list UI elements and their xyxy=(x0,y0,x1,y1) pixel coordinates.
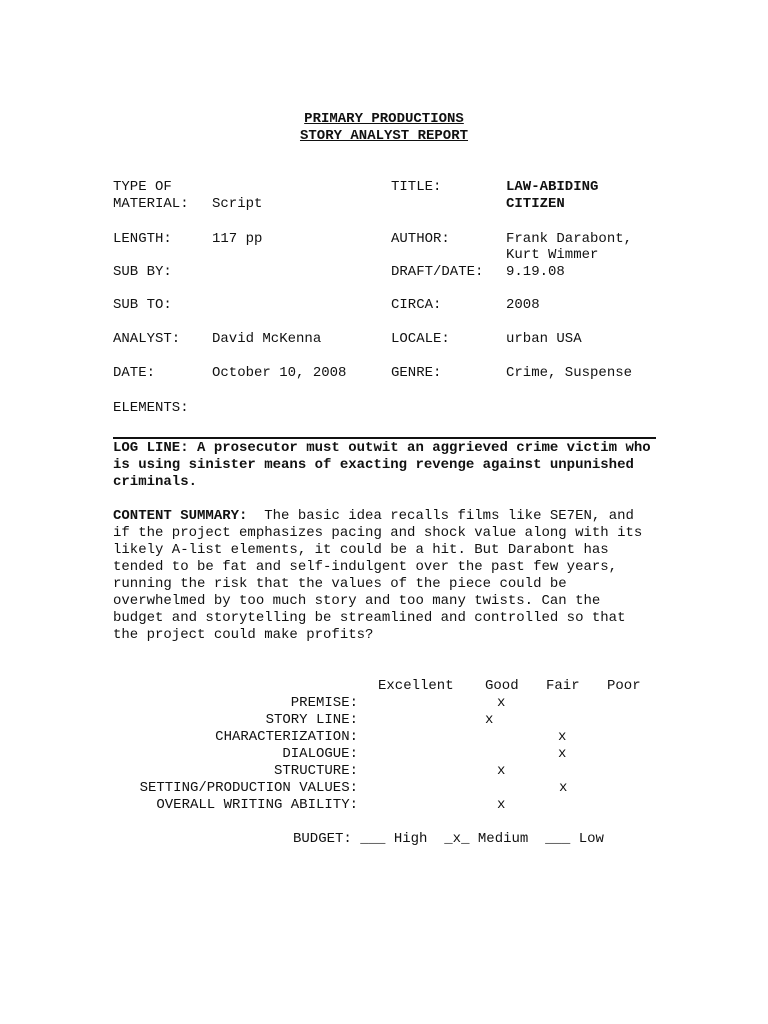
analyst-label: ANALYST: xyxy=(113,331,181,347)
genre-label: GENRE: xyxy=(391,365,442,381)
rating-mark-overall: x xyxy=(497,797,506,813)
rating-label-structure: STRUCTURE: xyxy=(273,763,358,779)
rating-mark-setting: x xyxy=(559,780,568,796)
budget-low: Low xyxy=(578,831,604,847)
rating-mark-dialogue: x xyxy=(558,746,567,762)
draft-label: DRAFT/DATE: xyxy=(391,264,484,280)
content-summary xyxy=(113,508,653,644)
col-excellent: Excellent xyxy=(378,678,454,694)
summary-text: The basic idea recalls films like SE7EN, and if the project emphasizes pacing and shock value along with its likely A-list elements, it could be a hit. But Darabont has tended to be fat and self-indulgent over the past few years, running the risk that the values of the piece could be overwhelmed by too much story and too many twists. Can the budget and storytelling be streamlined and controlled so that the project could make profits? xyxy=(113,508,643,643)
logline: LOG LINE: A prosecutor must outwit an aggrieved crime victim who is using sinister means of exacting revenge against unpunished criminals. xyxy=(113,440,651,490)
col-fair: Fair xyxy=(546,678,580,694)
rating-mark-characterization: x xyxy=(558,729,567,745)
report-title: STORY ANALYST REPORT xyxy=(299,128,469,144)
date-value: October 10, 2008 xyxy=(212,365,347,381)
genre-value: Crime, Suspense xyxy=(506,365,633,381)
rating-mark-story-line: x xyxy=(485,712,494,728)
analyst-value: David McKenna xyxy=(212,331,322,347)
budget-medium-blank: _x_ xyxy=(444,831,470,847)
subto-label: SUB TO: xyxy=(113,297,172,313)
type-label-line1: TYPE OF xyxy=(113,179,172,195)
rating-label-story-line: STORY LINE: xyxy=(265,712,358,728)
author-label: AUTHOR: xyxy=(391,231,450,247)
type-value: Script xyxy=(212,196,263,212)
budget-high: High xyxy=(393,831,428,847)
col-poor: Poor xyxy=(607,678,641,694)
length-value: 117 pp xyxy=(212,231,263,247)
rating-label-characterization: CHARACTERIZATION: xyxy=(215,729,358,745)
company-title: PRIMARY PRODUCTIONS xyxy=(304,111,464,127)
circa-value: 2008 xyxy=(506,297,540,313)
rating-label-dialogue: DIALOGUE: xyxy=(282,746,358,762)
author-value-line1: Frank Darabont, xyxy=(506,231,633,247)
author-value-line2: Kurt Wimmer xyxy=(506,247,599,263)
locale-value: urban USA xyxy=(506,331,582,347)
budget-medium: Medium xyxy=(477,831,529,847)
col-good: Good xyxy=(485,678,519,694)
budget-label: BUDGET: xyxy=(293,831,352,847)
summary-label: CONTENT SUMMARY: xyxy=(113,508,248,524)
budget-line xyxy=(293,831,604,848)
type-label-line2: MATERIAL: xyxy=(113,196,189,212)
rating-label-setting: SETTING/PRODUCTION VALUES: xyxy=(139,780,358,796)
elements-label: ELEMENTS: xyxy=(113,400,189,416)
locale-label: LOCALE: xyxy=(391,331,450,347)
title-value-line2: CITIZEN xyxy=(506,196,565,212)
rating-label-overall: OVERALL WRITING ABILITY: xyxy=(156,797,358,813)
title-value-line1: LAW-ABIDING xyxy=(506,179,599,195)
budget-high-blank: ___ xyxy=(360,831,386,847)
draft-value: 9.19.08 xyxy=(506,264,565,280)
rating-mark-premise: x xyxy=(497,695,506,711)
date-label: DATE: xyxy=(113,365,156,381)
section-divider xyxy=(113,437,656,439)
rating-mark-structure: x xyxy=(497,763,506,779)
length-label: LENGTH: xyxy=(113,231,172,247)
rating-label-premise: PREMISE: xyxy=(290,695,358,711)
title-label: TITLE: xyxy=(391,179,442,195)
circa-label: CIRCA: xyxy=(391,297,442,313)
budget-low-blank: ___ xyxy=(545,831,571,847)
subby-label: SUB BY: xyxy=(113,264,172,280)
